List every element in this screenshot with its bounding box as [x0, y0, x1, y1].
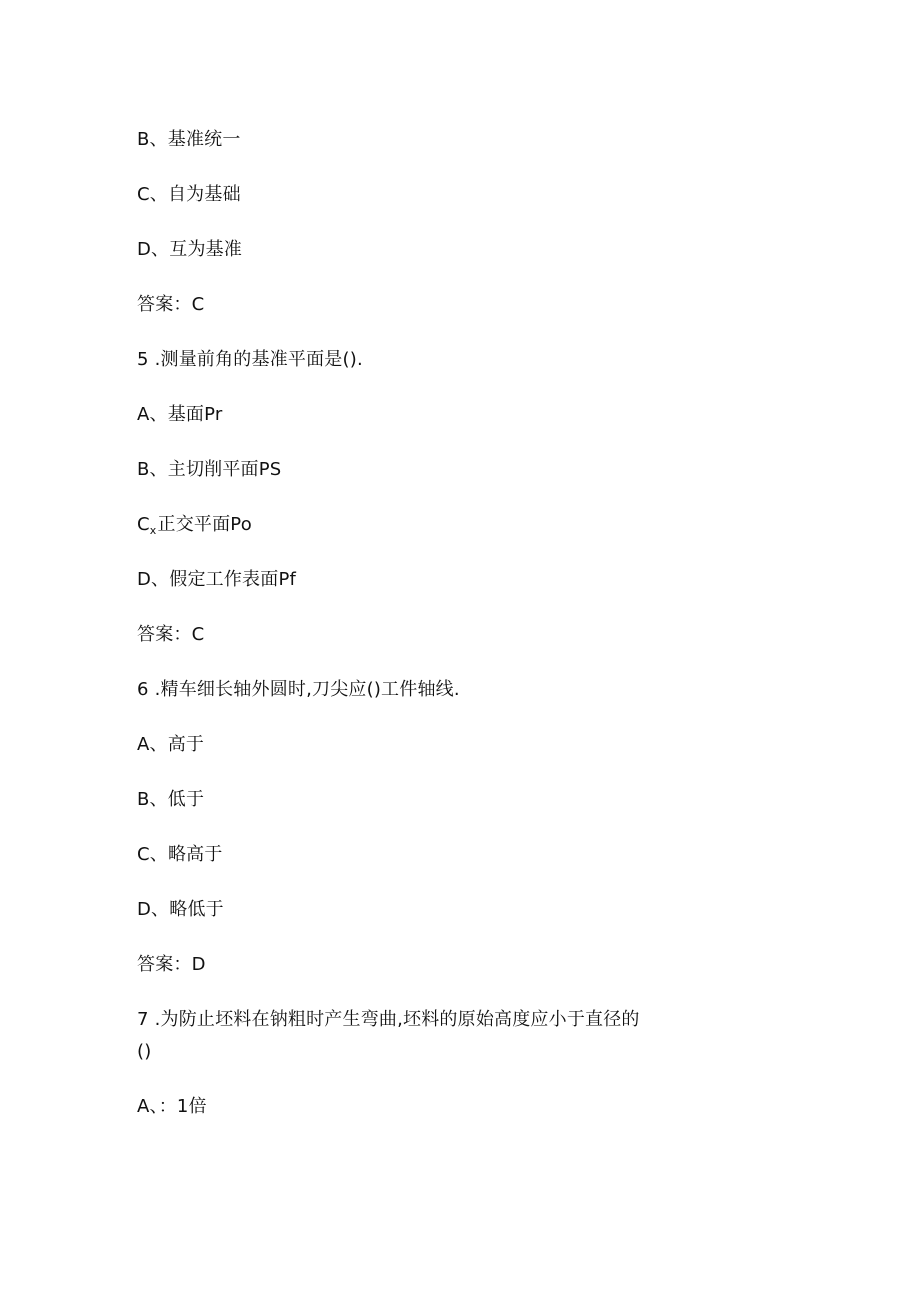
q4-answer: 答案：C — [137, 294, 205, 315]
q7-option-a: A、：1倍 — [137, 1096, 207, 1117]
q5-option-c — [137, 513, 252, 543]
q5-option-c-mark: x — [149, 524, 157, 537]
q4-option-d: D、互为基准 — [137, 239, 243, 260]
q5-option-c-text: 正交平面Po — [157, 514, 252, 535]
q6-option-d: D、略低于 — [137, 899, 224, 920]
q6-option-a: A、高于 — [137, 734, 205, 755]
q7-question-line1: 7 .为防止坯料在钠粗时产生弯曲,坯料的原始高度应小于直径的 — [137, 1009, 640, 1030]
q6-option-c: C、略高于 — [137, 844, 223, 865]
q4-option-c: C、自为基础 — [137, 184, 241, 205]
q5-question: 5 .测量前角的基准平面是(). — [137, 349, 363, 370]
q5-option-b: B、主切削平面PS — [137, 459, 282, 480]
q5-option-c-letter: C — [137, 514, 150, 535]
q6-option-b: B、低于 — [137, 789, 205, 810]
q5-option-d: D、假定工作表面Pf — [137, 569, 297, 590]
q6-question: 6 .精车细长轴外圆时,刀尖应()工件轴线. — [137, 679, 460, 700]
q6-answer: 答案：D — [137, 954, 206, 975]
q5-answer: 答案：C — [137, 624, 205, 645]
q5-option-a: A、基面Pr — [137, 404, 223, 425]
q7-question-line2: () — [137, 1041, 152, 1062]
q4-option-b: B、基准统一 — [137, 129, 241, 150]
